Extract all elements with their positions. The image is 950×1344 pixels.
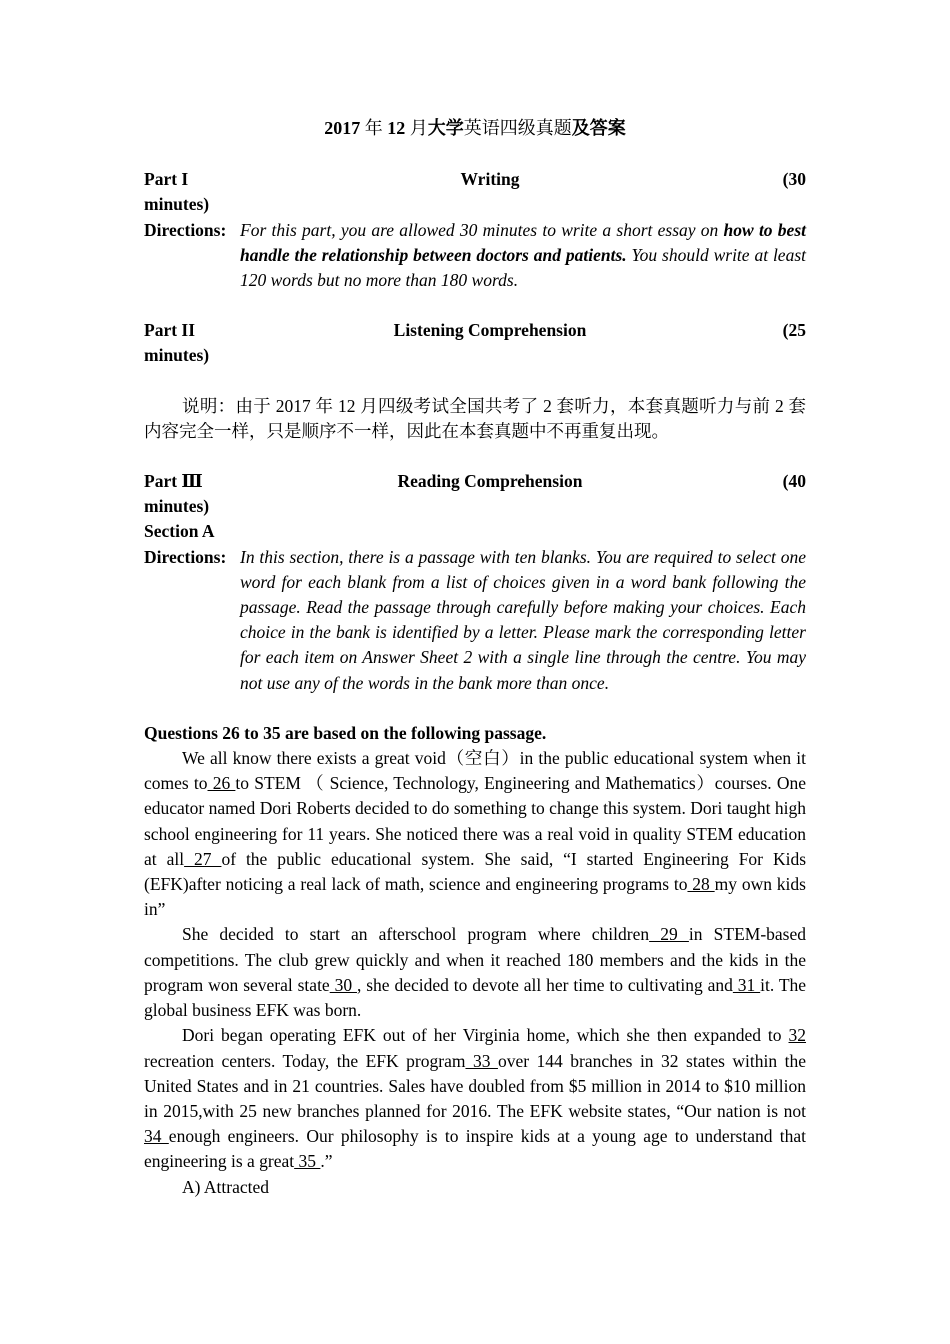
directions-label: Directions:	[144, 546, 227, 567]
part1-header	[144, 167, 806, 192]
blank-34: 34	[144, 1126, 169, 1147]
document-title: 2017 年 12 月大学英语四级真题及答案	[324, 118, 626, 138]
blank-32: 32	[788, 1025, 807, 1046]
blank-29: 29	[649, 924, 689, 945]
part1-time-minutes: minutes)	[144, 194, 210, 215]
passage-paragraph-1: We all know there exists a great void（空白）in the public educational system when it comes to 26 to STEM （ Science, Technology, Engineering and Mathematics）courses. One educator named Dori Roberts decided to do something to change this system. Dori taught high school engineering for 11 years. She noticed there was a real void in quality STEM education at all 27 of the public educational system. She said, “I started Engineering For Kids (EFK)after noticing a real lack of math, science and engineering programs to 28 my own kids in”	[144, 748, 807, 920]
blank-30: 30	[329, 974, 357, 995]
part3-header	[144, 469, 806, 494]
passage-heading: Questions 26 to 35 are based on the following passage.	[144, 722, 547, 743]
part1-directions	[144, 218, 806, 294]
section-a-heading: Section A	[144, 521, 215, 542]
part2-name: Part II	[144, 320, 196, 341]
directions-text: In this section, there is a passage with ten blanks. You are required to select one word for each blank from a list of choices given in a word bank following the passage. Read the passage through carefully before making your choices. Each choice in the bank is identified by a letter. Please mark the corresponding letter for each item on Answer Sheet 2 with a single line through the centre. You may not use any of the words in the bank more than once.	[240, 546, 806, 693]
part2-title: Listening Comprehension	[393, 320, 587, 341]
document-page	[144, 116, 806, 1200]
blank-26: 26	[207, 773, 236, 794]
part2-note: 说明：由于 2017 年 12 月四级考试全国共考了 2 套听力，本套真题听力与前 2 套内容完全一样，只是顺序不一样，因此在本套真题中不再重复出现。	[144, 395, 806, 441]
passage-paragraph-3: Dori began operating EFK out of her Virginia home, which she then expanded to 32 recreation centers. Today, the EFK program 33 over 144 branches in 32 states within the United States and in 21 countries. Sales have doubled from $5 million in 2014 to $10 million in 2015,with 25 new branches planned for 2016. The EFK website states, “Our nation is not 34 enough engineers. Our philosophy is to inspire kids at a young age to understand that engineering is a great 35 .”	[144, 1025, 807, 1172]
passage-paragraph-2: She decided to start an afterschool program where children 29 in STEM-based competitions. The club grew quickly and when it reached 180 members and the kids in the program won several state 30 , she decided to devote all her time to cultivating and 31 it. The global business EFK was born.	[144, 924, 807, 1021]
part1-title: Writing	[460, 169, 520, 190]
part2-time-minutes: minutes)	[144, 345, 210, 366]
part3-title: Reading Comprehension	[397, 471, 583, 492]
part3-directions	[144, 545, 806, 696]
directions-label: Directions:	[144, 219, 227, 240]
part3-time-minutes: minutes)	[144, 496, 210, 517]
part2-time: (25	[782, 320, 806, 341]
directions-text: For this part, you are allowed 30 minutes to write a short essay on how to best handle the relationship between doctors and patients. You should write at least 120 words but no more than 180 words.	[240, 219, 806, 291]
blank-31: 31	[732, 974, 761, 995]
option-a: A) Attracted	[182, 1176, 269, 1197]
blank-28: 28	[687, 874, 715, 895]
blank-27: 27	[184, 848, 222, 869]
part2-header	[144, 318, 806, 343]
part1-name: Part I	[144, 169, 189, 190]
blank-35: 35	[294, 1151, 321, 1172]
part3-name: Part Ⅲ	[144, 471, 203, 492]
part3-time: (40	[782, 471, 806, 492]
blank-33: 33	[465, 1050, 498, 1071]
part1-time: (30	[782, 169, 806, 190]
